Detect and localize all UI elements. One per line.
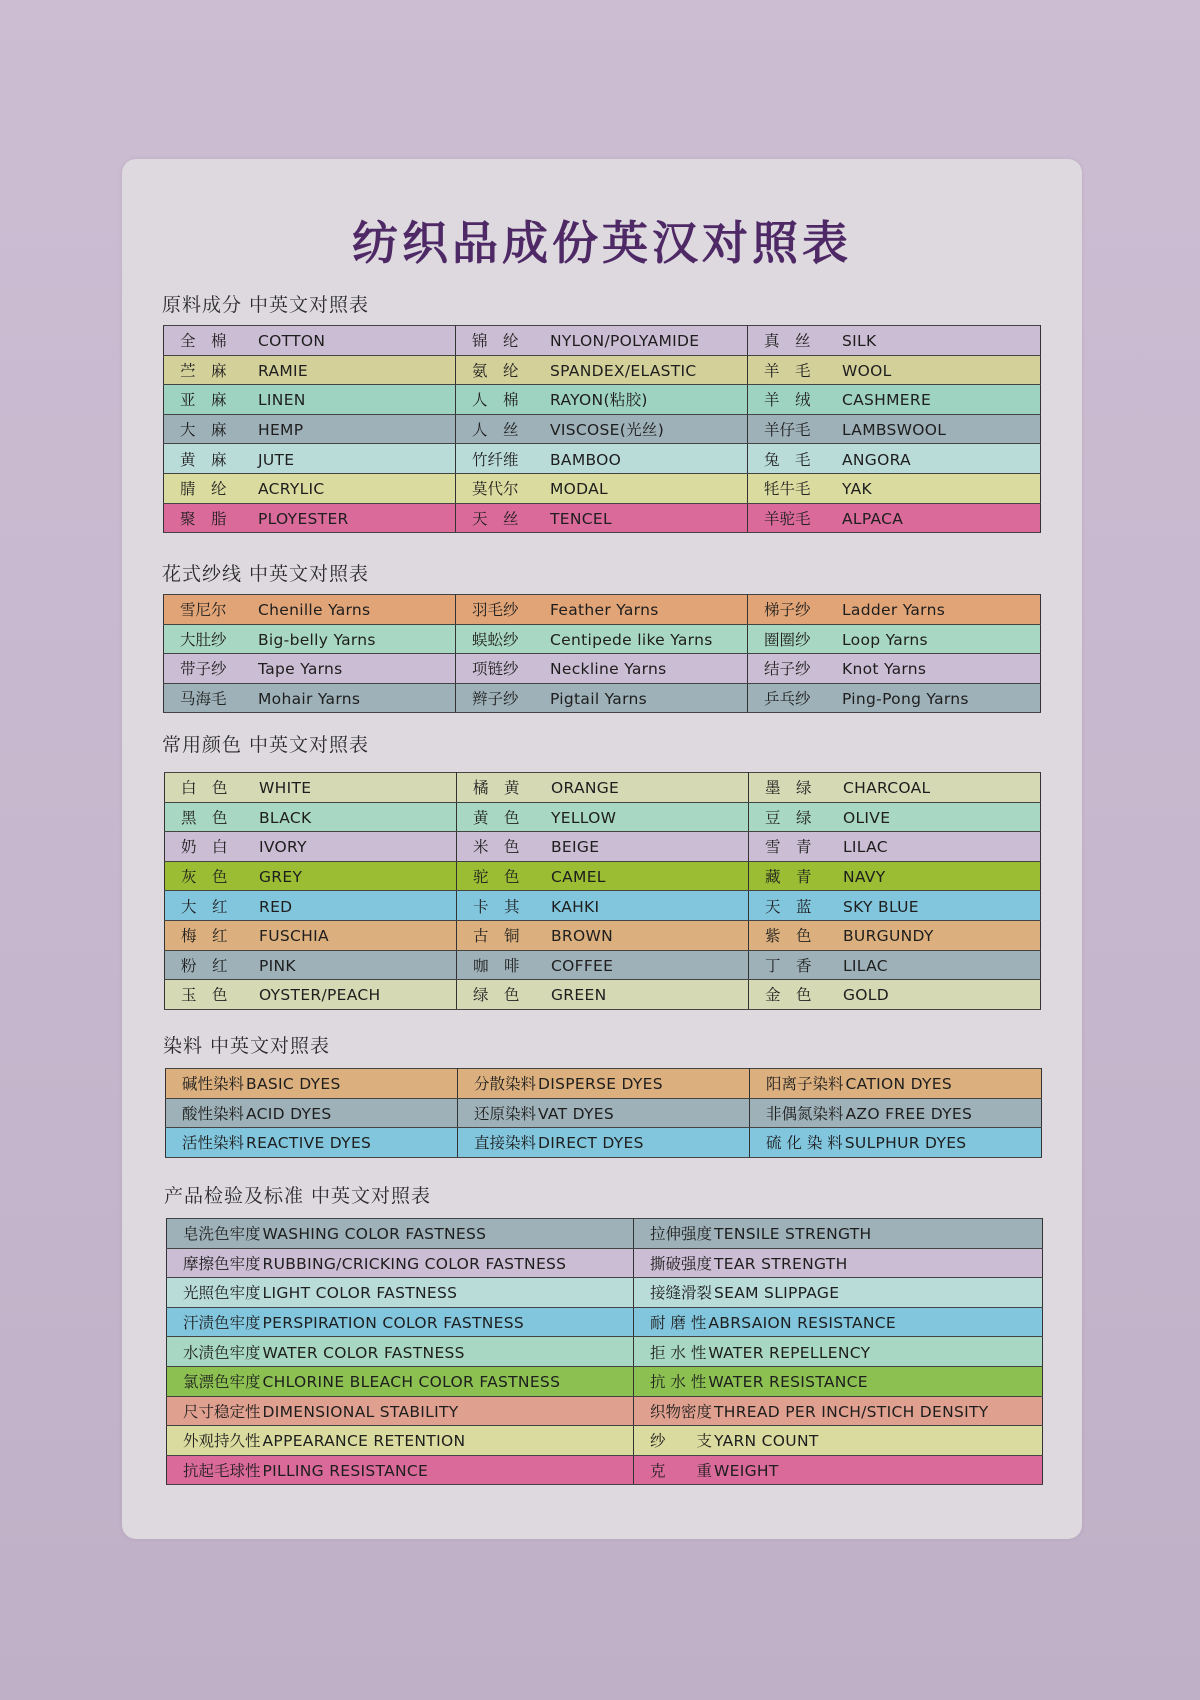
table-cell	[457, 980, 749, 1010]
cell-english: NYLON/POLYAMIDE	[550, 332, 700, 351]
table-cell	[457, 773, 749, 803]
table-row	[166, 1128, 1042, 1158]
cell-english: YAK	[842, 480, 872, 499]
cell-chinese: 活性染料	[182, 1134, 245, 1153]
cell-english: RED	[259, 897, 293, 916]
table-row	[164, 473, 1041, 503]
cell-english: PLOYESTER	[258, 509, 349, 528]
table-row	[165, 891, 1041, 921]
cell-english: ALPACA	[842, 509, 904, 528]
table-cell	[457, 950, 749, 980]
cell-english: WATER REPELLENCY	[708, 1343, 871, 1362]
cell-english: Pigtail Yarns	[550, 690, 647, 709]
table-row	[166, 1098, 1042, 1128]
cell-chinese: 大 红	[181, 897, 228, 916]
cell-english: RUBBING/CRICKING COLOR FASTNESS	[262, 1254, 567, 1273]
cell-english: APPEARANCE RETENTION	[262, 1432, 466, 1451]
cell-english: WOOL	[842, 361, 892, 380]
table-cell	[456, 595, 748, 625]
cell-chinese: 黄 麻	[180, 450, 227, 469]
table-cell	[166, 1098, 458, 1128]
fancy-yarns-table	[163, 594, 1041, 713]
cell-chinese: 酸性染料	[182, 1104, 245, 1123]
cell-chinese: 聚 脂	[180, 509, 227, 528]
section-heading-dyes: 染料 中英文对照表	[163, 1035, 331, 1057]
cell-chinese: 竹纤维	[472, 450, 519, 469]
cell-english: DIMENSIONAL STABILITY	[262, 1402, 459, 1421]
table-cell	[164, 683, 456, 713]
table-row	[167, 1278, 1043, 1308]
cell-chinese: 卡 其	[473, 897, 520, 916]
cell-chinese: 梅 红	[181, 927, 228, 946]
table-row	[164, 326, 1041, 356]
cell-chinese: 外观持久性	[183, 1432, 261, 1451]
table-cell	[165, 861, 457, 891]
cell-english: WATER COLOR FASTNESS	[262, 1343, 465, 1362]
table-cell	[748, 444, 1041, 474]
cell-english: DISPERSE DYES	[538, 1075, 663, 1094]
table-cell	[458, 1098, 750, 1128]
cell-english: OYSTER/PEACH	[259, 986, 381, 1005]
cell-chinese: 雪 青	[765, 838, 812, 857]
cell-chinese: 拉伸强度	[650, 1225, 713, 1244]
cell-english: Knot Yarns	[842, 660, 927, 679]
cell-chinese: 乒乓纱	[764, 690, 811, 709]
cell-english: AZO FREE DYES	[845, 1104, 973, 1123]
table-row	[164, 385, 1041, 415]
cell-chinese: 分散染料	[474, 1075, 537, 1094]
table-row	[164, 444, 1041, 474]
table-cell	[634, 1426, 1043, 1456]
cell-english: CATION DYES	[845, 1075, 952, 1094]
table-cell	[164, 473, 456, 503]
cell-chinese: 咖 啡	[473, 956, 520, 975]
table-cell	[456, 444, 748, 474]
table-row	[166, 1069, 1042, 1099]
cell-chinese: 豆 绿	[765, 808, 812, 827]
cell-chinese: 藏 青	[765, 868, 812, 887]
cell-english: VISCOSE(光丝)	[550, 421, 665, 440]
cell-english: Ping-Pong Yarns	[842, 690, 969, 709]
table-row	[164, 683, 1041, 713]
table-cell	[748, 624, 1041, 654]
table-cell	[456, 473, 748, 503]
cell-english: BAMBOO	[550, 450, 622, 469]
table-cell	[748, 414, 1041, 444]
cell-english: ORANGE	[551, 779, 620, 798]
testing-table	[166, 1218, 1043, 1485]
cell-english: Feather Yarns	[550, 601, 659, 620]
cell-chinese: 黄 色	[473, 808, 520, 827]
cell-english: TEAR STRENGTH	[714, 1254, 848, 1273]
table-cell	[167, 1366, 634, 1396]
table-row	[164, 654, 1041, 684]
cell-english: GOLD	[843, 986, 889, 1005]
cell-english: LILAC	[843, 956, 888, 975]
table-row	[167, 1426, 1043, 1456]
cell-chinese: 羊仔毛	[764, 421, 811, 440]
table-cell	[165, 773, 457, 803]
table-cell	[458, 1128, 750, 1158]
cell-chinese: 黑 色	[181, 808, 228, 827]
table-cell	[456, 385, 748, 415]
table-cell	[748, 385, 1041, 415]
table-cell	[457, 802, 749, 832]
cell-chinese: 直接染料	[474, 1134, 537, 1153]
cell-english: THREAD PER INCH/STICH DENSITY	[714, 1402, 989, 1421]
table-row	[165, 773, 1041, 803]
cell-chinese: 蜈蚣纱	[472, 630, 519, 649]
table-row	[164, 624, 1041, 654]
cell-chinese: 米 色	[473, 838, 520, 857]
table-cell	[456, 654, 748, 684]
cell-english: LIGHT COLOR FASTNESS	[262, 1284, 458, 1303]
cell-english: BURGUNDY	[843, 927, 934, 946]
cell-english: COTTON	[258, 332, 326, 351]
table-cell	[750, 1128, 1042, 1158]
table-cell	[167, 1396, 634, 1426]
cell-english: CASHMERE	[842, 391, 932, 410]
cell-chinese: 亚 麻	[180, 391, 227, 410]
cell-chinese: 带子纱	[180, 660, 227, 679]
cell-english: WHITE	[259, 779, 312, 798]
cell-english: Chenille Yarns	[258, 601, 371, 620]
cell-chinese: 皂洗色牢度	[183, 1225, 261, 1244]
colors-table	[164, 772, 1041, 1010]
table-cell	[749, 861, 1041, 891]
table-cell	[456, 414, 748, 444]
table-cell	[634, 1455, 1043, 1485]
cell-english: WASHING COLOR FASTNESS	[262, 1225, 487, 1244]
table-cell	[164, 444, 456, 474]
table-row	[165, 920, 1041, 950]
cell-english: HEMP	[258, 421, 304, 440]
cell-chinese: 非偶氮染料	[766, 1104, 844, 1123]
table-cell	[456, 326, 748, 356]
cell-english: LINEN	[258, 391, 306, 410]
table-cell	[457, 861, 749, 891]
table-cell	[167, 1248, 634, 1278]
section-heading-materials: 原料成分 中英文对照表	[162, 294, 370, 316]
table-cell	[165, 832, 457, 862]
cell-english: Tape Yarns	[258, 660, 343, 679]
table-row	[165, 950, 1041, 980]
table-cell	[634, 1307, 1043, 1337]
table-cell	[167, 1426, 634, 1456]
cell-chinese: 梯子纱	[764, 601, 811, 620]
cell-chinese: 兔 毛	[764, 450, 811, 469]
table-cell	[634, 1278, 1043, 1308]
table-cell	[164, 595, 456, 625]
table-cell	[456, 624, 748, 654]
cell-chinese: 圈圈纱	[764, 630, 811, 649]
cell-chinese: 织物密度	[650, 1402, 713, 1421]
table-cell	[456, 503, 748, 533]
cell-chinese: 抗 水 性	[650, 1373, 707, 1392]
cell-english: PILLING RESISTANCE	[262, 1462, 429, 1481]
table-cell	[166, 1069, 458, 1099]
cell-chinese: 项链纱	[472, 660, 519, 679]
cell-chinese: 汗渍色牢度	[183, 1314, 261, 1333]
table-cell	[748, 683, 1041, 713]
table-cell	[749, 802, 1041, 832]
cell-chinese: 光照色牢度	[183, 1284, 261, 1303]
table-row	[164, 355, 1041, 385]
cell-english: BROWN	[551, 927, 614, 946]
cell-english: BASIC DYES	[246, 1075, 341, 1094]
table-cell	[634, 1337, 1043, 1367]
table-cell	[634, 1248, 1043, 1278]
cell-english: Neckline Yarns	[550, 660, 667, 679]
cell-chinese: 奶 白	[181, 838, 228, 857]
cell-english: LAMBSWOOL	[842, 421, 947, 440]
table-row	[167, 1307, 1043, 1337]
cell-english: YARN COUNT	[714, 1432, 819, 1451]
table-row	[164, 503, 1041, 533]
cell-chinese: 马海毛	[180, 690, 227, 709]
table-cell	[748, 355, 1041, 385]
cell-chinese: 人 丝	[472, 421, 519, 440]
cell-english: RAYON(粘胶)	[550, 391, 648, 410]
cell-chinese: 玉 色	[181, 986, 228, 1005]
cell-chinese: 硫 化 染 料	[766, 1134, 843, 1153]
cell-english: SKY BLUE	[843, 897, 919, 916]
section-heading-testing: 产品检验及标准 中英文对照表	[164, 1185, 432, 1207]
cell-chinese: 天 丝	[472, 509, 519, 528]
cell-chinese: 尺寸稳定性	[183, 1402, 261, 1421]
cell-english: ANGORA	[842, 450, 911, 469]
table-cell	[167, 1307, 634, 1337]
cell-english: SPANDEX/ELASTIC	[550, 361, 697, 380]
table-cell	[748, 503, 1041, 533]
table-cell	[165, 920, 457, 950]
table-cell	[167, 1455, 634, 1485]
table-cell	[749, 950, 1041, 980]
cell-chinese: 抗起毛球性	[183, 1462, 261, 1481]
cell-chinese: 苎 麻	[180, 361, 227, 380]
cell-english: SEAM SLIPPAGE	[714, 1284, 840, 1303]
table-cell	[165, 891, 457, 921]
table-cell	[749, 980, 1041, 1010]
cell-english: BLACK	[259, 808, 312, 827]
table-cell	[749, 920, 1041, 950]
table-cell	[167, 1337, 634, 1367]
cell-chinese: 羊 绒	[764, 391, 811, 410]
table-row	[167, 1337, 1043, 1367]
table-cell	[457, 832, 749, 862]
cell-chinese: 白 色	[181, 779, 228, 798]
cell-english: NAVY	[843, 868, 886, 887]
cell-english: YELLOW	[551, 808, 617, 827]
cell-english: Centipede like Yarns	[550, 630, 713, 649]
cell-english: CHARCOAL	[843, 779, 931, 798]
cell-english: Ladder Yarns	[842, 601, 946, 620]
materials-table	[163, 325, 1041, 533]
cell-english: KAHKI	[551, 897, 600, 916]
table-cell	[164, 385, 456, 415]
table-cell	[164, 326, 456, 356]
cell-chinese: 牦牛毛	[764, 480, 811, 499]
cell-english: JUTE	[258, 450, 295, 469]
cell-english: CHLORINE BLEACH COLOR FASTNESS	[262, 1373, 561, 1392]
cell-english: COFFEE	[551, 956, 614, 975]
cell-chinese: 大肚纱	[180, 630, 227, 649]
table-cell	[750, 1069, 1042, 1099]
table-cell	[749, 832, 1041, 862]
table-cell	[457, 891, 749, 921]
cell-english: PINK	[259, 956, 296, 975]
cell-chinese: 阳离子染料	[766, 1075, 844, 1094]
table-cell	[165, 950, 457, 980]
cell-chinese: 人 棉	[472, 391, 519, 410]
section-heading-colors: 常用颜色 中英文对照表	[162, 734, 370, 756]
cell-english: ABRSAION RESISTANCE	[708, 1314, 896, 1333]
cell-chinese: 雪尼尔	[180, 601, 227, 620]
cell-chinese: 驼 色	[473, 868, 520, 887]
table-row	[167, 1219, 1043, 1249]
table-cell	[456, 683, 748, 713]
cell-chinese: 橘 黄	[473, 779, 520, 798]
cell-english: PERSPIRATION COLOR FASTNESS	[262, 1314, 525, 1333]
cell-chinese: 绿 色	[473, 986, 520, 1005]
cell-english: SILK	[842, 332, 877, 351]
table-row	[165, 802, 1041, 832]
cell-chinese: 羊驼毛	[764, 509, 811, 528]
table-cell	[634, 1396, 1043, 1426]
cell-english: DIRECT DYES	[538, 1134, 644, 1153]
cell-chinese: 粉 红	[181, 956, 228, 975]
cell-chinese: 摩擦色牢度	[183, 1254, 261, 1273]
cell-english: RAMIE	[258, 361, 308, 380]
table-row	[165, 861, 1041, 891]
table-cell	[165, 802, 457, 832]
cell-chinese: 金 色	[765, 986, 812, 1005]
cell-chinese: 锦 纶	[472, 332, 519, 351]
cell-english: VAT DYES	[538, 1104, 615, 1123]
cell-english: TENCEL	[550, 509, 612, 528]
table-cell	[165, 980, 457, 1010]
table-cell	[748, 326, 1041, 356]
table-cell	[457, 920, 749, 950]
table-row	[165, 980, 1041, 1010]
table-cell	[748, 473, 1041, 503]
cell-chinese: 灰 色	[181, 868, 228, 887]
table-row	[164, 595, 1041, 625]
cell-chinese: 羊 毛	[764, 361, 811, 380]
cell-chinese: 结子纱	[764, 660, 811, 679]
cell-chinese: 还原染料	[474, 1104, 537, 1123]
cell-english: MODAL	[550, 480, 608, 499]
cell-english: WEIGHT	[714, 1462, 779, 1481]
cell-chinese: 拒 水 性	[650, 1343, 707, 1362]
table-cell	[749, 773, 1041, 803]
cell-english: WATER RESISTANCE	[708, 1373, 868, 1392]
table-cell	[164, 654, 456, 684]
cell-english: Mohair Yarns	[258, 690, 361, 709]
table-row	[165, 832, 1041, 862]
table-row	[167, 1366, 1043, 1396]
table-cell	[456, 355, 748, 385]
cell-english: ACID DYES	[246, 1104, 332, 1123]
cell-chinese: 克 重	[650, 1462, 713, 1481]
cell-english: TENSILE STRENGTH	[714, 1225, 872, 1244]
table-cell	[164, 503, 456, 533]
cell-english: Big-belly Yarns	[258, 630, 376, 649]
cell-english: SULPHUR DYES	[844, 1134, 967, 1153]
table-cell	[167, 1278, 634, 1308]
cell-chinese: 古 铜	[473, 927, 520, 946]
table-cell	[634, 1366, 1043, 1396]
table-cell	[748, 654, 1041, 684]
table-row	[167, 1248, 1043, 1278]
table-cell	[164, 355, 456, 385]
cell-english: BEIGE	[551, 838, 600, 857]
cell-english: FUSCHIA	[259, 927, 329, 946]
table-cell	[164, 414, 456, 444]
table-cell	[166, 1128, 458, 1158]
chart-card	[122, 159, 1082, 1539]
cell-chinese: 纱 支	[650, 1432, 713, 1451]
section-heading-fancy-yarns: 花式纱线 中英文对照表	[162, 563, 370, 585]
table-row	[167, 1396, 1043, 1426]
table-cell	[750, 1098, 1042, 1128]
cell-chinese: 天 蓝	[765, 897, 812, 916]
cell-english: IVORY	[259, 838, 307, 857]
table-cell	[167, 1219, 634, 1249]
cell-chinese: 丁 香	[765, 956, 812, 975]
cell-chinese: 撕破强度	[650, 1254, 713, 1273]
cell-chinese: 水渍色牢度	[183, 1343, 261, 1362]
table-cell	[458, 1069, 750, 1099]
cell-chinese: 真 丝	[764, 332, 811, 351]
cell-chinese: 接缝滑裂	[650, 1284, 713, 1303]
cell-chinese: 耐 磨 性	[650, 1314, 707, 1333]
cell-english: GREY	[259, 868, 303, 887]
cell-chinese: 氯漂色牢度	[183, 1373, 261, 1392]
cell-chinese: 羽毛纱	[472, 601, 519, 620]
table-cell	[634, 1219, 1043, 1249]
cell-english: OLIVE	[843, 808, 891, 827]
cell-chinese: 莫代尔	[472, 480, 519, 499]
cell-english: Loop Yarns	[842, 630, 928, 649]
cell-english: CAMEL	[551, 868, 606, 887]
table-cell	[749, 891, 1041, 921]
cell-english: ACRYLIC	[258, 480, 325, 499]
cell-chinese: 大 麻	[180, 421, 227, 440]
table-row	[164, 414, 1041, 444]
dyes-table	[165, 1068, 1042, 1158]
cell-chinese: 辫子纱	[472, 690, 519, 709]
cell-chinese: 氨 纶	[472, 361, 519, 380]
cell-chinese: 腈 纶	[180, 480, 227, 499]
cell-chinese: 全 棉	[180, 332, 227, 351]
cell-chinese: 紫 色	[765, 927, 812, 946]
table-row	[167, 1455, 1043, 1485]
cell-english: LILAC	[843, 838, 888, 857]
cell-english: REACTIVE DYES	[246, 1134, 372, 1153]
table-cell	[748, 595, 1041, 625]
cell-chinese: 墨 绿	[765, 779, 812, 798]
cell-chinese: 碱性染料	[182, 1075, 245, 1094]
cell-english: GREEN	[551, 986, 607, 1005]
page-title: 纺织品成份英汉对照表	[352, 216, 852, 270]
table-cell	[164, 624, 456, 654]
